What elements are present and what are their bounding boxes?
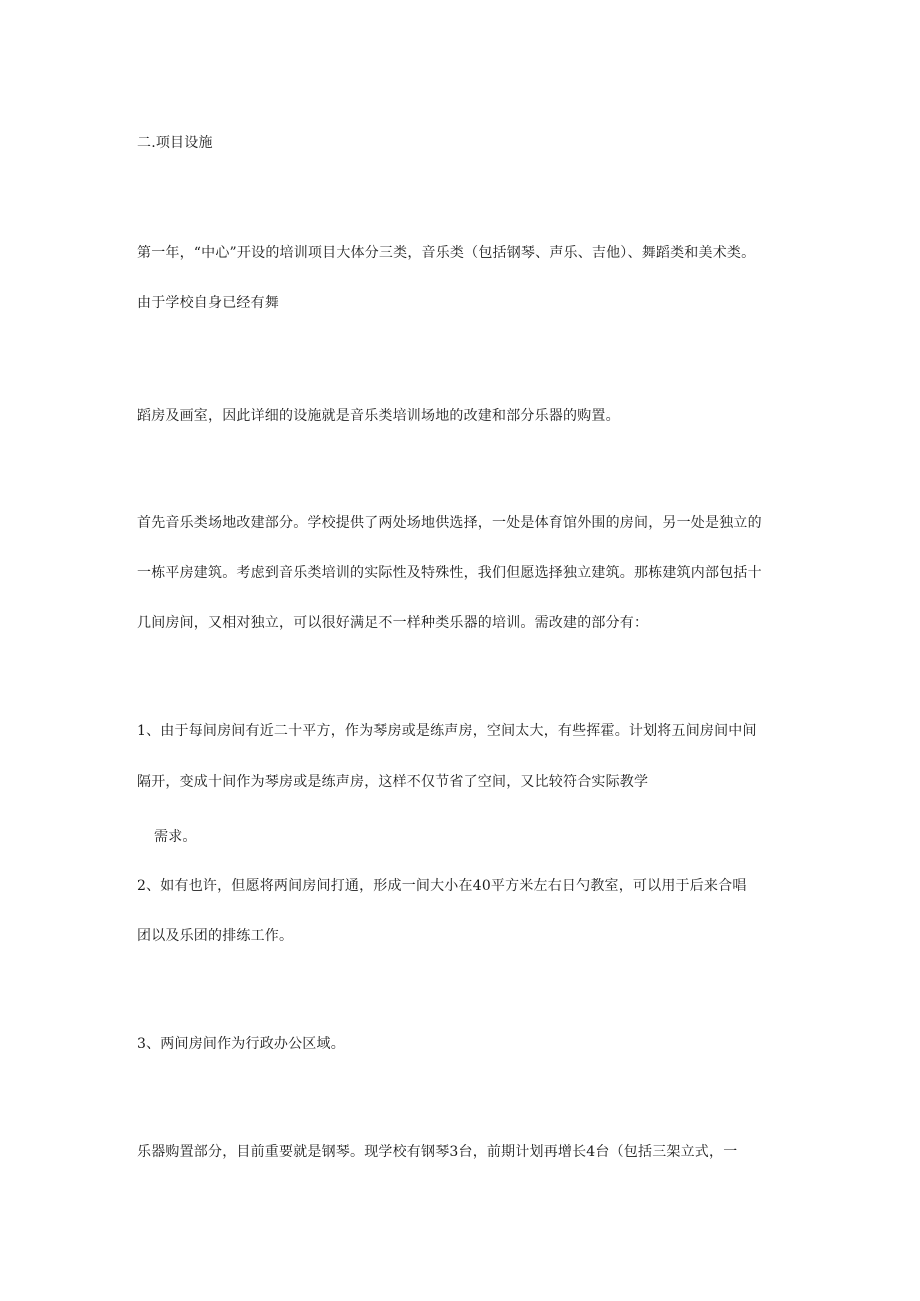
list-item-2-line: 团以及乐团的排练工作。 bbox=[137, 928, 294, 944]
paragraph-line: 乐器购置部分，目前重要就是钢琴。现学校有钢琴3台，前期计划再增长4台（包括三架立式，一 bbox=[137, 1144, 738, 1160]
paragraph-line: 几间房间，又相对独立，可以很好满足不一样种类乐器的培训。需改建的部分有： bbox=[137, 615, 649, 631]
section-heading: 二.项目设施 bbox=[137, 135, 213, 151]
list-item-1-line: 1、由于每间房间有近二十平方，作为琴房或是练声房，空间太大，有些挥霍。计划将五间房间中间 bbox=[137, 723, 757, 739]
list-item-2-line: 2、如有也许，但愿将两间房间打通，形成一间大小在40平方米左右日勺教室，可以用于后来合唱 bbox=[137, 878, 747, 894]
paragraph-line: 首先音乐类场地改建部分。学校提供了两处场地供选择，一处是体育馆外围的房间，另一处是独立的 bbox=[137, 515, 762, 531]
paragraph-line: 一栋平房建筑。考虑到音乐类培训的实际性及特殊性，我们但愿选择独立建筑。那栋建筑内部包括十 bbox=[137, 565, 762, 581]
paragraph-line: 蹈房及画室，因此详细的设施就是音乐类培训场地的改建和部分乐器的购置。 bbox=[137, 408, 620, 424]
paragraph-line: 第一年，“中心”开设的培训项目大体分三类，音乐类（包括钢琴、声乐、吉他）、舞蹈类和美术类。 bbox=[137, 245, 756, 261]
list-item-1-line: 隔开，变成十间作为琴房或是练声房，这样不仅节省了空间，又比较符合实际教学 bbox=[137, 774, 649, 790]
list-item-1-line: 需求。 bbox=[154, 829, 197, 845]
list-item-3-line: 3、两间房间作为行政办公区域。 bbox=[137, 1036, 345, 1052]
paragraph-line: 由于学校自身已经有舞 bbox=[137, 295, 279, 311]
